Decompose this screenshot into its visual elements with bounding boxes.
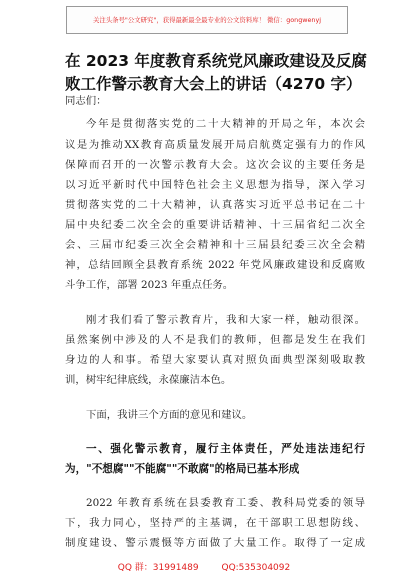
body-line: 身边的人和事。希望大家要认真对照负面典型深刻吸取教 [65,354,365,366]
body-line: 神，总结回顾全县教育系统 2022 年党风廉政建设和反腐败 [65,259,365,271]
qq-text: QQ:535304092 [221,563,291,573]
body-line: 刚才我们看了警示教育片，我和大家一样，触动很深。 [86,314,365,326]
body-line: 训，树牢纪律底线，永葆廉洁本色。 [65,374,232,386]
footer-contact [0,560,408,573]
body-line: 以习近平新时代中国特色社会主义思想为指导，深入学习 [65,179,365,191]
qq-group-text: QQ 群：31991489 [117,563,199,573]
body-line: 保障而召开的一次警示教育大会。这次会议的主要任务是 [65,159,365,171]
title-line-2: 败工作警示教育大会上的讲话（4270 字） [65,75,362,93]
salutation: 同志们： [65,95,107,107]
body-line: 会、三届市纪委三次全会精神和十三届县纪委三次全会精 [65,239,365,251]
top-banner: 关注头条号"公文研究"，获得最新最全最专业的公文资料库！ 微信：gongwenyj [66,6,348,34]
document-title [65,50,365,96]
body-line: 议是为推动XX教育高质量发展开局启航奠定强有力的作风 [65,139,365,151]
body-line: 下面，我讲三个方面的意见和建议。 [86,409,253,421]
section-heading-line: 为，"不想腐""不能腐""不敢腐"的格局已基本形成 [65,463,300,475]
body-line: 届中央纪委二次全会的重要讲话精神、十三届省纪二次全 [65,219,365,231]
body-line: 下，我力同心，坚持严的主基调，在干部职工思想防线、 [65,517,365,529]
title-line-1: 在 2023 年度教育系统党风廉政建设及反腐 [65,52,367,70]
body-line: 虽然案例中涉及的人不是我们的教师，但都是发生在我们 [65,334,365,346]
body-line: 贯彻落实党的二十大精神，认真落实习近平总书记在二十 [65,199,365,211]
body-line: 今年是贯彻落实党的二十大精神的开局之年，本次会 [86,118,365,130]
section-heading-line: 一、强化警示教育，履行主体责任，严处违法违纪行 [86,443,365,455]
body-line: 2022 年教育系统在县委教育工委、教科局党委的领导 [86,497,365,509]
body-line: 制度建设、警示震慑等方面做了大量工作。取得了一定成 [65,537,365,549]
body-line: 斗争工作，部署 2023 年重点任务。 [65,279,234,291]
